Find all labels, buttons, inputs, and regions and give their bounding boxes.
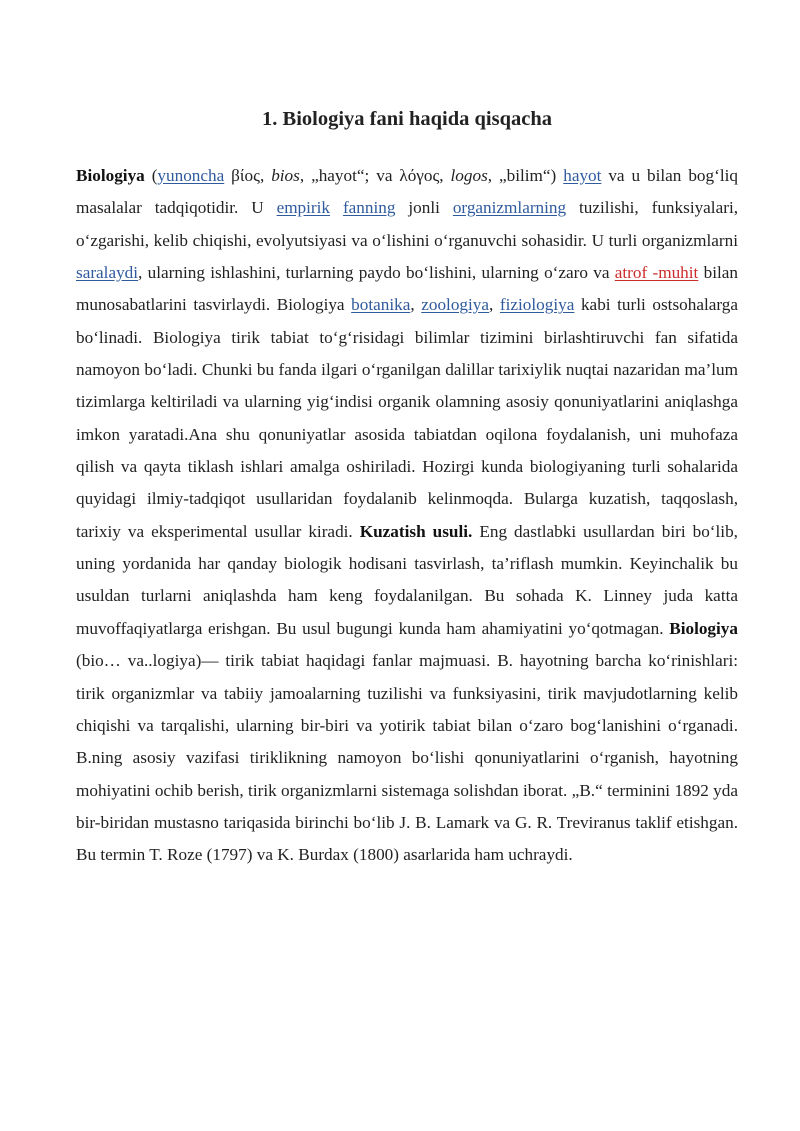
- page-title: [76, 103, 738, 135]
- text-run: (bio… va..logiya)— tirik tabiat haqidagi fanlar majmuasi. B. hayotning barcha ko‘rinishlari: tirik organizmlar va tabiiy jamoalarning tuzilishi va funksiyasini, tirik mavjudotlarning kelib chiqishi va tarqalishi, ularning bir-biri va yotirik tabiat bilan o‘zaro bog‘lanishini o‘rganadi. B.ning asosiy vazifasi tiriklikning namoyon bo‘lishi qonuniyatlarini o‘rganish, hayotning mohiyatini ochib berish, tirik organizmlarni sistemaga solishdan iborat. „B.“ terminini 1892 yda bir-biridan mustasno tariqasida birinchi bo‘lib J. B. Lamark va G. R. Treviranus taklif etishgan. Bu termin T. Roze (1797) va K. Burdax (1800) asarlarida ham uchraydi.: [76, 651, 738, 865]
- text-run: [330, 198, 343, 217]
- text-run: , „bilim“): [487, 166, 564, 185]
- link-hayot[interactable]: hayot: [563, 166, 602, 185]
- link-saralaydi[interactable]: saralaydi: [76, 263, 139, 283]
- text-run: βίος,: [224, 166, 272, 185]
- text-run: , „hayot“; va λόγος,: [299, 166, 451, 185]
- link-fiziologiya[interactable]: fiziologiya: [499, 295, 575, 315]
- text-run: Eng dastlabki usullardan biri bo‘lib, uning yordanida har qanday biologik hodisani tasvirlash, ta’riflash mumkin. Keyinchalik bu usuldan turlarni aniqlashda ham keng foydalanilgan. Bu sohada K. Linney juda katta muvoffaqiyatlarga erishgan. Bu usul bugungi kunda ham ahamiyatini yo‘qotmagan.: [76, 521, 738, 638]
- link-zoologiya[interactable]: zoologiya: [421, 295, 490, 315]
- text-run: kabi turli ostsohalarga bo‘linadi. Biologiya tirik tabiat to‘g‘risidagi bilimlar tizimini birlashtiruvchi fan sifatida namoyon bo‘ladi. Chunki bu fanda ilgari o‘rganilgan dalillar tarixiylik nuqtai nazaridan ma’lum tizimlarga keltiriladi va ularning yig‘indisi organik olamning asosiy qonuniyatlarini aniqlashga imkon yaratadi.Ana shu qonuniyatlar asosida tabiatdan oqilona foydalanish, uni muhofaza qilish va qayta tiklash ishlari amalga oshiriladi. Hozirgi kunda biologiyaning turli sohalarida quyidagi ilmiy-tadqiqot usullaridan foydalanib kelinmoqda. Bularga kuzatish, taqqoslash, tarixiy va eksperimental usullar kiradi.: [76, 295, 738, 541]
- link-botanika[interactable]: botanika: [351, 295, 411, 315]
- text-run: va u bilan bog‘liq masalalar tadqiqotidir. U: [76, 166, 738, 218]
- text-run: jonli: [395, 198, 453, 218]
- text-run: , ularning ishlashini, turlarning paydo bo‘lishini, ularning o‘zaro va: [138, 263, 615, 283]
- italic-term: bios: [271, 166, 300, 185]
- bold-term: Biologiya: [669, 618, 738, 638]
- link-organizmlarning[interactable]: organizmlarning: [452, 198, 567, 218]
- text-run: ,: [489, 295, 500, 315]
- link-yunoncha[interactable]: yunoncha: [157, 166, 225, 185]
- link-empirik[interactable]: empirik: [276, 198, 331, 218]
- text-run: bilan munosabatlarini tasvirlaydi. Biologiya: [76, 263, 738, 315]
- link-missing-atrof-muhit[interactable]: atrof -muhit: [614, 263, 699, 283]
- link-fanning[interactable]: fanning: [342, 198, 396, 218]
- bold-term: Biologiya: [76, 166, 145, 185]
- italic-term: logos: [450, 166, 488, 185]
- text-run: ,: [410, 295, 422, 315]
- title-text: Biologiya fani haqida qisqacha: [282, 108, 552, 130]
- bold-term: Kuzatish usuli.: [359, 521, 473, 541]
- body-paragraph: [76, 160, 738, 872]
- text-run: tuzilishi, funksiyalari, o‘zgarishi, kelib chiqishi, evolyutsiyasi va o‘lishini o‘rganuvchi sohasidir. U turli organizmlarni: [76, 198, 739, 250]
- title-number: 1.: [262, 108, 278, 130]
- text-run: (: [144, 166, 158, 185]
